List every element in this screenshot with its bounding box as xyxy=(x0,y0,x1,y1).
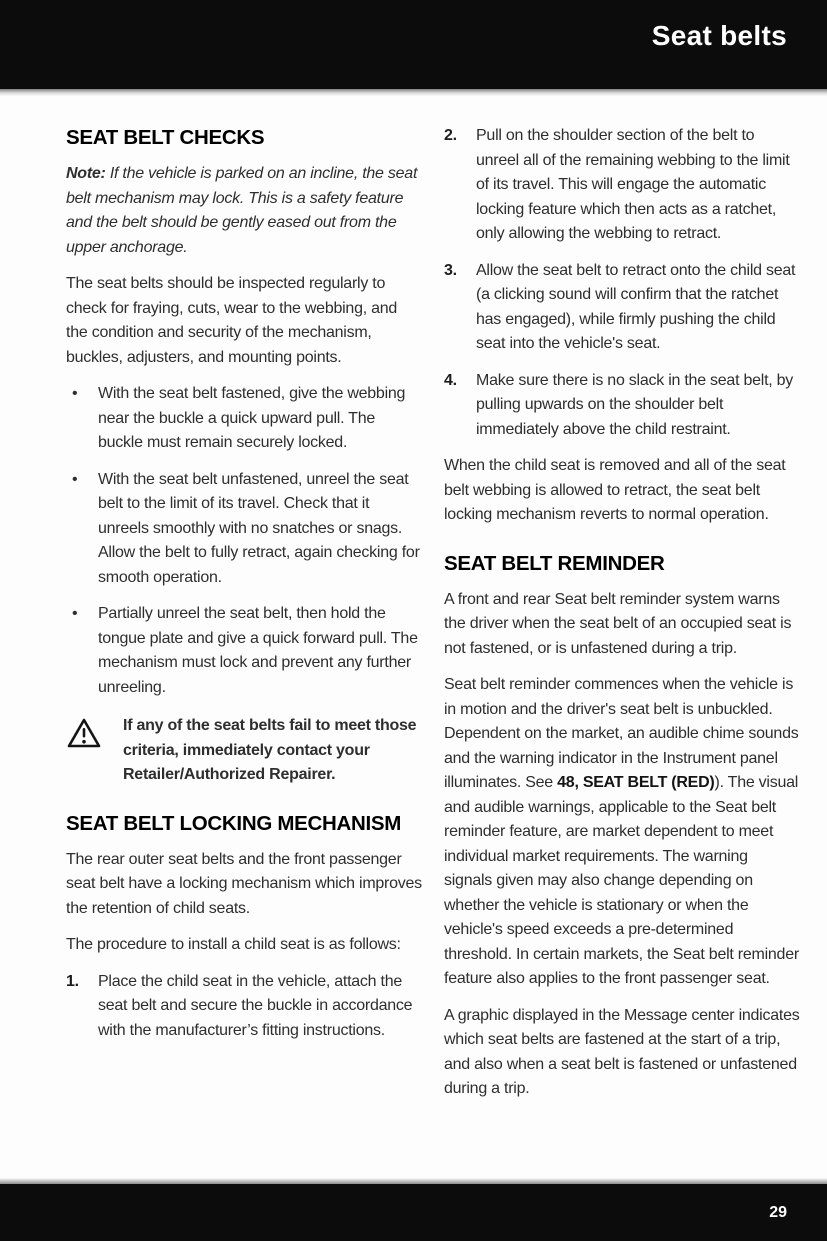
step-text: Pull on the shoulder section of the belt to unreel all of the remaining webbing to the limit of its travel. This will engage the automatic locking feature which then acts as a ratchet, only allowing the webbing to retract. xyxy=(476,127,790,242)
bullet-icon: • xyxy=(72,385,78,402)
list-item xyxy=(66,602,422,700)
list-item xyxy=(66,382,422,456)
reminder-paragraph-2 xyxy=(444,673,800,992)
locking-closing-paragraph: When the child seat is removed and all of the seat belt webbing is allowed to retract, the seat belt locking mechanism reverts to normal operation. xyxy=(444,457,786,523)
step-number: 4. xyxy=(444,371,457,389)
reminder-paragraph-2-continued: ). The visual and audible warnings, applicable to the Seat belt reminder feature, are market dependent to meet individual market requirements. The warning signals given may also change depending on whether the vehicle is stationary or when the vehicle's speed exceeds a pre-determined threshold. In certain markets, the Seat belt reminder feature also applies to the front passenger seat. xyxy=(444,774,799,987)
heading-seat-belt-checks: SEAT BELT CHECKS xyxy=(66,126,265,149)
step-number: 1. xyxy=(66,972,79,990)
step-text: Place the child seat in the vehicle, attach the seat belt and secure the buckle in accordance with the manufacturer’s fitting instructions. xyxy=(98,972,413,1039)
heading-seat-belt-reminder: SEAT BELT REMINDER xyxy=(444,551,665,575)
reminder-paragraph-1: A front and rear Seat belt reminder system warns the driver when the seat belt of an occupied seat is not fastened, or is unfastened during a trip. xyxy=(444,590,792,657)
warning-triangle-icon xyxy=(66,714,123,788)
right-column xyxy=(444,124,800,1178)
warning-callout xyxy=(66,714,422,788)
bullet-icon: • xyxy=(72,605,78,622)
numbered-step xyxy=(66,970,422,1044)
page-footer xyxy=(0,1184,827,1241)
locking-paragraph-1: The rear outer seat belts and the front passenger seat belt have a locking mechanism which improves the retention of child seats. xyxy=(66,850,422,917)
numbered-step xyxy=(444,369,800,443)
bullet-text: With the seat belt fastened, give the webbing near the buckle a quick upward pull. The buckle must remain securely locked. xyxy=(98,385,406,451)
list-item xyxy=(66,468,422,591)
step-text: Allow the seat belt to retract onto the child seat (a clicking sound will confirm that the ratchet has engaged), while firmly pushing the child seat into the vehicle's seat. xyxy=(476,261,796,352)
numbered-step xyxy=(444,124,800,247)
warning-text: If any of the seat belts fail to meet those criteria, immediately contact your Retailer/Authorized Repairer. xyxy=(123,717,417,783)
cross-reference: 48, SEAT BELT (RED) xyxy=(557,774,715,791)
note-label: Note: xyxy=(66,165,106,182)
bullet-text: Partially unreel the seat belt, then hold the tongue plate and give a quick forward pull. The mechanism must lock and prevent any further unreeling. xyxy=(98,605,418,696)
bullet-text: With the seat belt unfastened, unreel the seat belt to the limit of its travel. Check that it unreels smoothly with no snatches or snags. Allow the belt to fully retract, again checking for smooth operation. xyxy=(98,470,420,586)
reminder-paragraph-2-text: Seat belt reminder commences when the vehicle is in motion and the driver's seat belt is unbuckled. Dependent on the market, an audible chime sounds and the warning indicator in the Instrument panel illuminates. See xyxy=(444,676,799,791)
note-paragraph xyxy=(66,162,422,260)
numbered-step xyxy=(444,259,800,357)
left-column xyxy=(66,124,422,1178)
checks-intro-paragraph: The seat belts should be inspected regularly to check for fraying, cuts, wear to the webbing, and the condition and security of the mechanism, buckles, adjusters, and mounting points. xyxy=(66,275,398,366)
step-text: Make sure there is no slack in the seat belt, by pulling upwards on the shoulder belt immediately above the child restraint. xyxy=(476,371,794,438)
bullet-icon: • xyxy=(72,470,78,488)
page-header xyxy=(0,0,827,89)
step-number: 2. xyxy=(444,127,457,144)
header-divider xyxy=(0,89,827,96)
note-text: If the vehicle is parked on an incline, the seat belt mechanism may lock. This is a safety feature and the belt should be gently eased out from the upper anchorage. xyxy=(66,165,418,256)
page-number: 29 xyxy=(769,1203,787,1221)
heading-seat-belt-locking-mechanism: SEAT BELT LOCKING MECHANISM xyxy=(66,811,402,835)
reminder-paragraph-3: A graphic displayed in the Message center indicates which seat belts are fastened at the start of a trip, and also when a seat belt is fastened or unfastened during a trip. xyxy=(444,1006,800,1097)
step-number: 3. xyxy=(444,261,457,279)
page-title: Seat belts xyxy=(651,19,787,51)
locking-paragraph-2: The procedure to install a child seat is as follows: xyxy=(66,936,401,953)
page-content xyxy=(0,96,827,1178)
